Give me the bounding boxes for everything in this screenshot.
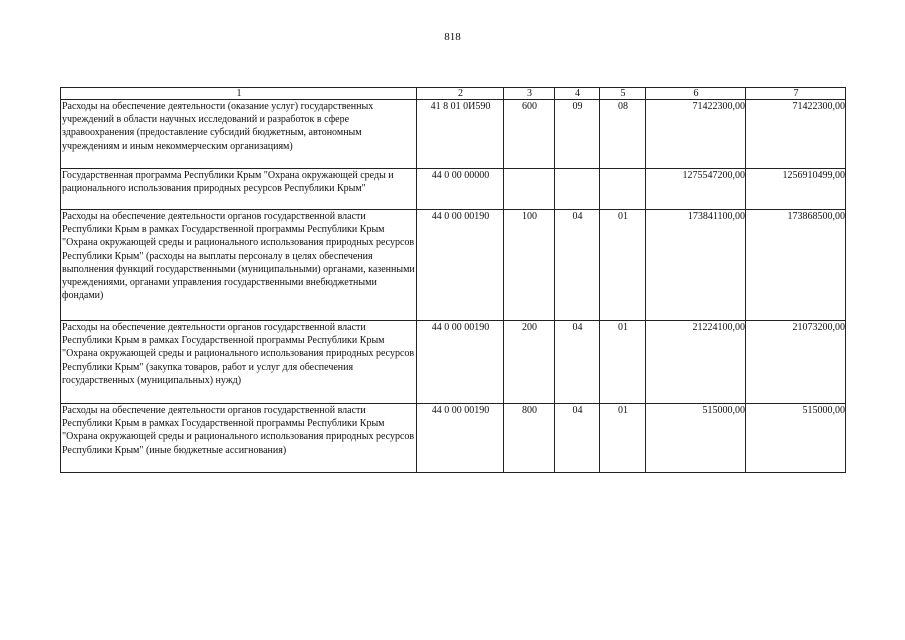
section-code: 04 bbox=[555, 404, 600, 473]
target-article-code: 44 0 00 00000 bbox=[417, 169, 504, 210]
table-row bbox=[61, 404, 846, 473]
page-number: 818 bbox=[444, 31, 461, 43]
target-article-code: 44 0 00 00190 bbox=[417, 404, 504, 473]
expense-type-code: 100 bbox=[504, 210, 555, 321]
subsection-code: 01 bbox=[600, 404, 646, 473]
target-article-code: 41 8 01 0И590 bbox=[417, 100, 504, 169]
section-code: 09 bbox=[555, 100, 600, 169]
amount-col-6: 173841100,00 bbox=[646, 210, 746, 321]
expense-type-code bbox=[504, 169, 555, 210]
target-article-code: 44 0 00 00190 bbox=[417, 321, 504, 404]
amount-col-6: 515000,00 bbox=[646, 404, 746, 473]
expense-type-code: 600 bbox=[504, 100, 555, 169]
column-number-header-row bbox=[61, 88, 846, 100]
amount-col-6: 1275547200,00 bbox=[646, 169, 746, 210]
column-header: 6 bbox=[646, 88, 746, 100]
column-header: 1 bbox=[61, 88, 417, 100]
amount-col-7: 71422300,00 bbox=[746, 100, 846, 169]
target-article-code: 44 0 00 00190 bbox=[417, 210, 504, 321]
expense-description: Расходы на обеспечение деятельности (оказание услуг) государственных учреждений в области научных исследований и разработок в сфере здравоохранения (предоставление субсидий бюджетным, автономным учреждениям и иным некоммерческим организациям) bbox=[61, 100, 417, 169]
section-code: 04 bbox=[555, 210, 600, 321]
amount-col-7: 515000,00 bbox=[746, 404, 846, 473]
expense-description: Расходы на обеспечение деятельности органов государственной власти Республики Крым в рамках Государственной программы Республики Крым "Охрана окружающей среды и рационального использования природных ресурсов Республики Крым" (расходы на выплаты персоналу в целях обеспечения выполнения функций государственными (муниципальными) органами, казенными учреждениями, органами управления государственными внебюджетными фондами) bbox=[61, 210, 417, 321]
expense-description: Государственная программа Республики Крым "Охрана окружающей среды и рационального использования природных ресурсов Республики Крым" bbox=[61, 169, 417, 210]
section-code: 04 bbox=[555, 321, 600, 404]
column-header: 7 bbox=[746, 88, 846, 100]
column-header: 3 bbox=[504, 88, 555, 100]
expense-description: Расходы на обеспечение деятельности органов государственной власти Республики Крым в рамках Государственной программы Республики Крым "Охрана окружающей среды и рационального использования природных ресурсов Республики Крым" (иные бюджетные ассигнования) bbox=[61, 404, 417, 473]
expense-type-code: 800 bbox=[504, 404, 555, 473]
subsection-code: 08 bbox=[600, 100, 646, 169]
column-header: 2 bbox=[417, 88, 504, 100]
table-row bbox=[61, 321, 846, 404]
amount-col-7: 21073200,00 bbox=[746, 321, 846, 404]
table-row bbox=[61, 169, 846, 210]
column-header: 5 bbox=[600, 88, 646, 100]
amount-col-6: 71422300,00 bbox=[646, 100, 746, 169]
expense-description: Расходы на обеспечение деятельности органов государственной власти Республики Крым в рамках Государственной программы Республики Крым "Охрана окружающей среды и рационального использования природных ресурсов Республики Крым" (закупка товаров, работ и услуг для обеспечения государственных (муниципальных) нужд) bbox=[61, 321, 417, 404]
section-code bbox=[555, 169, 600, 210]
table-row bbox=[61, 100, 846, 169]
subsection-code bbox=[600, 169, 646, 210]
table-row bbox=[61, 210, 846, 321]
amount-col-7: 173868500,00 bbox=[746, 210, 846, 321]
column-header: 4 bbox=[555, 88, 600, 100]
amount-col-6: 21224100,00 bbox=[646, 321, 746, 404]
expense-type-code: 200 bbox=[504, 321, 555, 404]
budget-table bbox=[60, 87, 846, 473]
subsection-code: 01 bbox=[600, 321, 646, 404]
subsection-code: 01 bbox=[600, 210, 646, 321]
amount-col-7: 1256910499,00 bbox=[746, 169, 846, 210]
